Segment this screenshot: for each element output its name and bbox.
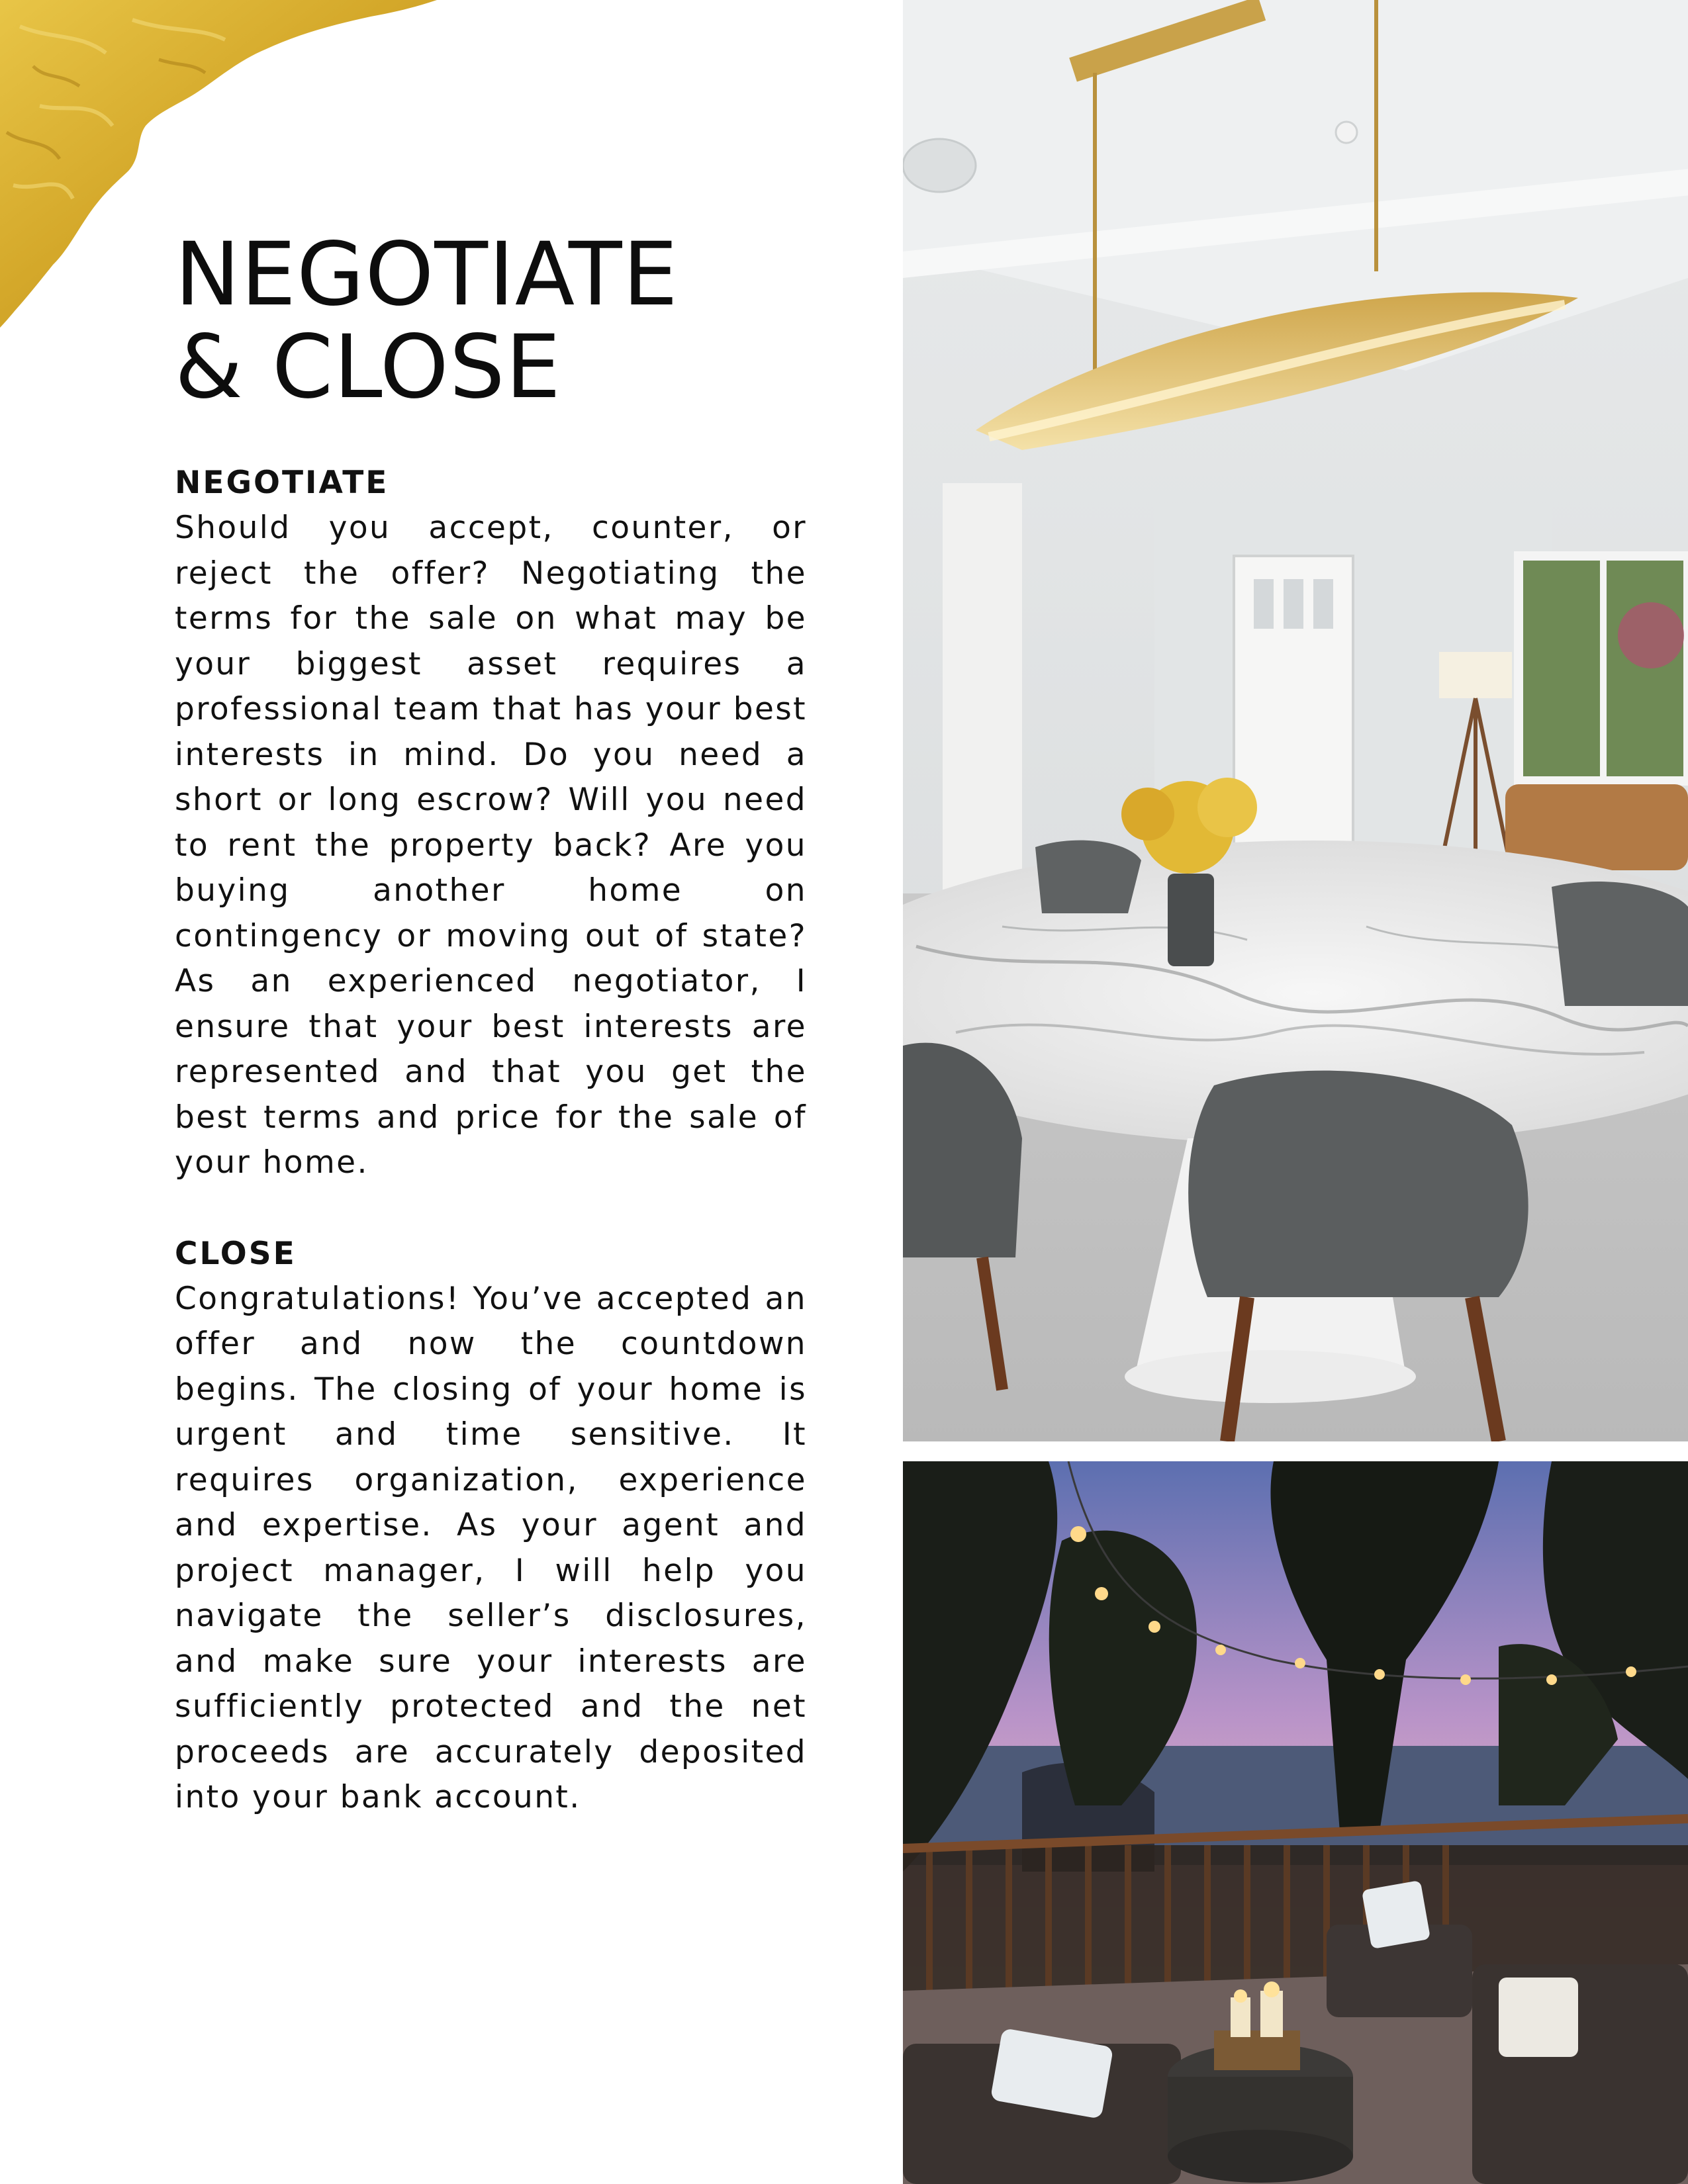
negotiate-heading: NEGOTIATE: [175, 465, 389, 501]
page-title-line1: NEGOTIATE: [175, 224, 679, 326]
page-title: [175, 224, 807, 418]
page-title-line2: & CLOSE: [175, 316, 561, 418]
negotiate-body: Should you accept, counter, or reject the offer? Negotiating the terms for the sale on what may be your biggest asset requires a professional team that has your best interests in mind. Do you need a short or long escrow? Will you need to rent the property back? Are you buying another home on contingency or moving out of state? As an experienced negotiator, I ensure that your best interests are represented and that you get the best terms and price for the sale of your home.: [175, 510, 807, 1181]
close-section: [175, 1231, 807, 1821]
negotiate-section: [175, 460, 807, 1186]
dining-room-photo: [903, 0, 1688, 1441]
deck-dusk-photo: [903, 1461, 1688, 2184]
text-column: [175, 224, 807, 1821]
close-body: Congratulations! You’ve accepted an offer and now the countdown begins. The closing of your home is urgent and time sensitive. It requires organization, experience and expertise. As your agent and project manager, I will help you navigate the seller’s disclosures, and make sure your interests are sufficiently protected and the net proceeds are accurately deposited into your bank account.: [175, 1280, 807, 1815]
close-heading: CLOSE: [175, 1235, 297, 1272]
